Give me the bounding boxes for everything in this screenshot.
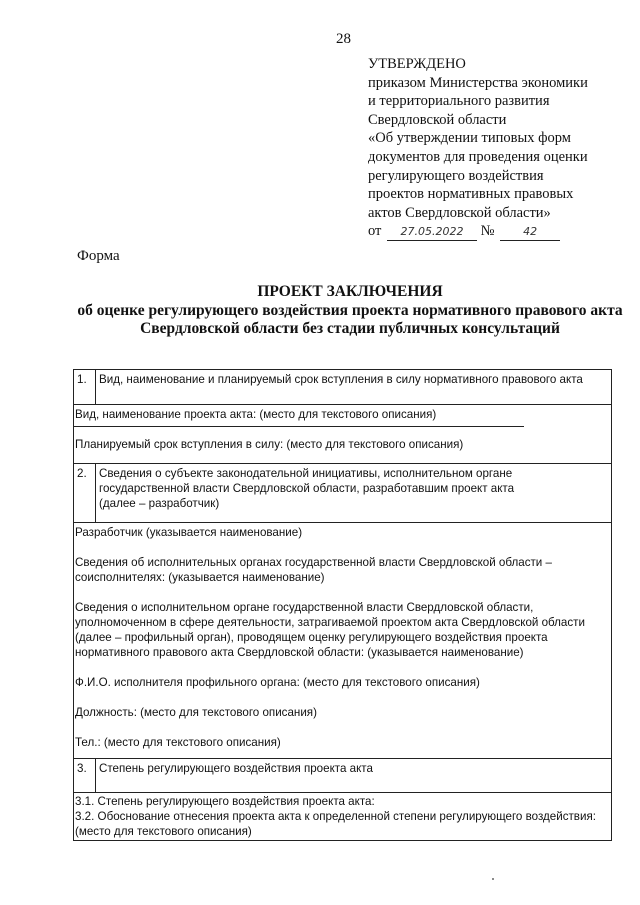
approval-block xyxy=(368,55,618,241)
executor-name-field: Ф.И.О. исполнителя профильного органа: (место для текстового описания) xyxy=(75,676,480,689)
coexecutors-field: Сведения об исполнительных органах государственной власти Свердловской области – xyxy=(75,556,552,569)
section-number: 1. xyxy=(74,370,96,404)
text-underline xyxy=(74,426,524,427)
approval-line: проектов нормативных правовых xyxy=(368,186,574,203)
title-line: ПРОЕКТ ЗАКЛЮЧЕНИЯ xyxy=(257,283,443,300)
degree-justification-field: 3.2. Обоснование отнесения проекта акта к определенной степени регулирующего воздействия: xyxy=(75,810,596,823)
act-name-field: Вид, наименование проекта акта: (место для текстового описания) xyxy=(75,408,437,421)
handwritten-date: 27.05.2022 xyxy=(387,225,477,241)
approval-date-line xyxy=(368,222,618,241)
profile-organ-field: Сведения о исполнительном органе государственной власти Свердловской области, xyxy=(75,601,534,614)
approval-line: Свердловской области xyxy=(368,111,507,128)
effective-date-field: Планируемый срок вступления в силу: (место для текстового описания) xyxy=(75,438,464,451)
scan-speck xyxy=(492,878,494,880)
date-prefix: от xyxy=(368,223,382,240)
document-title xyxy=(70,283,630,339)
number-prefix: № xyxy=(480,223,495,240)
section-1-header xyxy=(74,370,611,404)
regulatory-degree-field: 3.1. Степень регулирующего воздействия проекта акта: xyxy=(75,795,375,808)
section-3-header xyxy=(74,758,611,792)
section-heading: Степень регулирующего воздействия проекта акта xyxy=(99,762,373,775)
title-line: Свердловской области без стадии публичных консультаций xyxy=(140,320,560,337)
handwritten-number: 42 xyxy=(500,225,560,241)
approval-line: документов для проведения оценки xyxy=(368,148,588,165)
approval-heading: УТВЕРЖДЕНО xyxy=(368,56,466,72)
developer-field: Разработчик (указывается наименование) xyxy=(75,526,303,539)
form-label: Форма xyxy=(77,248,120,264)
section-3-body: 3.1. Степень регулирующего воздействия проекта акта: 3.2. Обоснование отнесения проекта акта к определенной степени регулирующего воздействия: (место для текстового описания) xyxy=(74,792,611,840)
approval-line: актов Свердловской области» xyxy=(368,204,551,221)
page-number: 28 xyxy=(336,31,351,47)
approval-line: и территориального развития xyxy=(368,93,550,110)
section-number: 2. xyxy=(74,464,96,522)
title-line: об оценке регулирующего воздействия проекта нормативного правового акта xyxy=(77,301,623,319)
section-2-header xyxy=(74,463,611,522)
section-2-body: Разработчик (указывается наименование) Сведения об исполнительных органах государственной власти Свердловской области – соисполнителях: (указывается наименование) Сведения о исполнительном органе государственной власти Свердловской области, уполномоченном в сфере деятельности, затрагиваемой проектом акта Свердловской области (далее – профильный орган), проводящем оценку регулирующего воздействия проекта нормативного правового акта Свердловской области: (указывается наименование) Ф.И.О. исполнителя профильного органа: (место для текстового описания) Должность: (место для текстового описания) Тел.: (место для текстового описания) xyxy=(74,522,611,758)
approval-line: «Об утверждении типовых форм xyxy=(368,130,571,147)
section-1-body xyxy=(74,404,611,463)
approval-line: приказом Министерства экономики xyxy=(368,74,588,91)
section-heading: Вид, наименование и планируемый срок вступления в силу нормативного правового акта xyxy=(99,373,583,386)
phone-field: Тел.: (место для текстового описания) xyxy=(75,736,281,749)
position-field: Должность: (место для текстового описания) xyxy=(75,706,317,719)
section-number: 3. xyxy=(74,759,96,792)
conclusion-table xyxy=(73,369,612,841)
approval-line: регулирующего воздействия xyxy=(368,167,544,184)
section-heading: Сведения о субъекте законодательной инициативы, исполнительном органе государственной власти Свердловской области, разработавшим проект акта (далее – разработчик) xyxy=(99,467,515,510)
